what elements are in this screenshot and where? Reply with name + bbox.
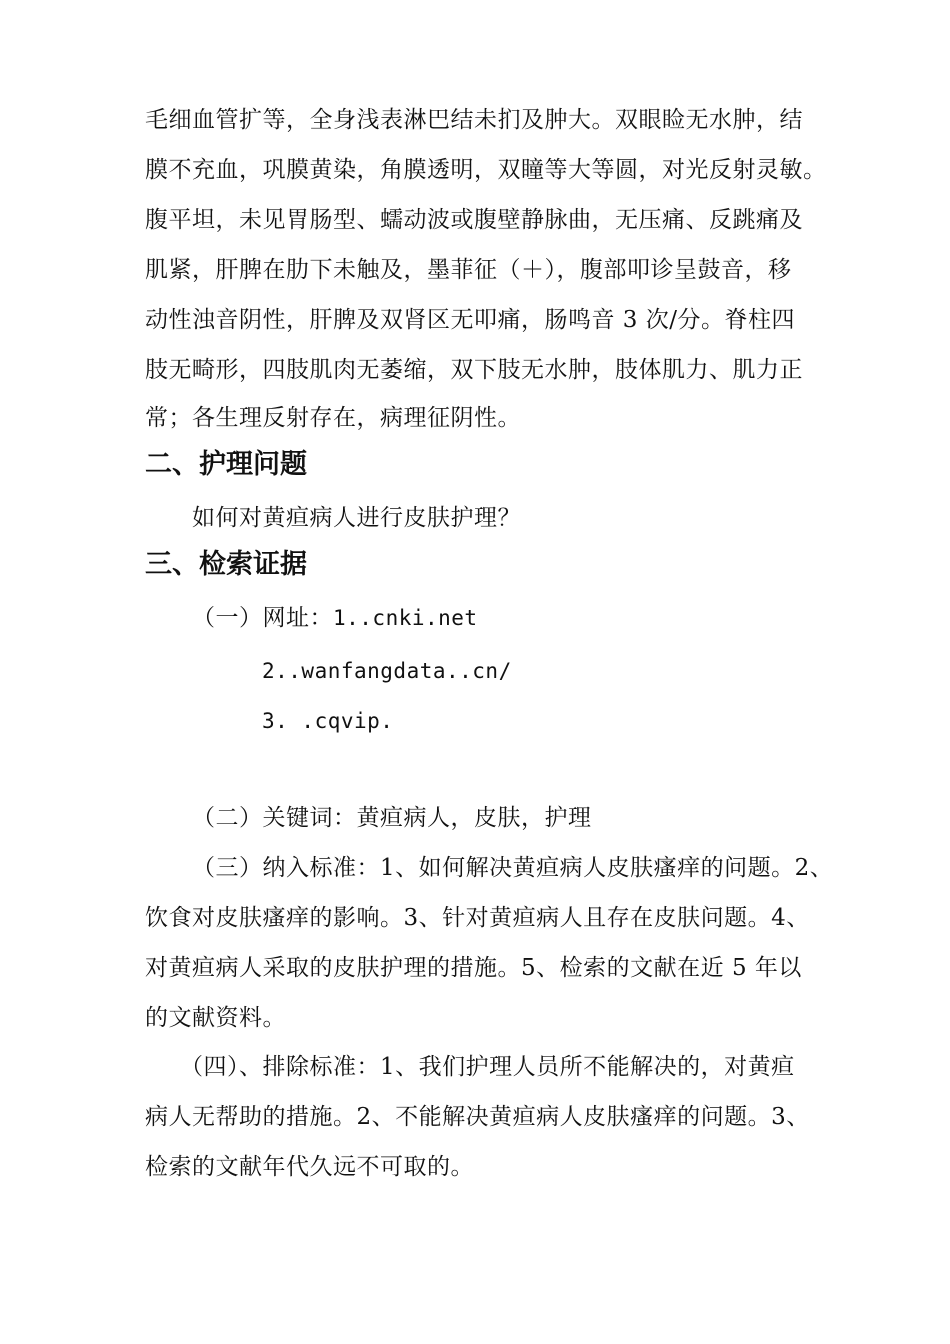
exam-text-line-1: 毛细血管扩等，全身浅表淋巴结未扪及肿大。双眼睑无水肿，结 — [145, 107, 803, 133]
inclusion-line-3: 对黄疸病人采取的皮肤护理的措施。5、检索的文献在近 5 年以 — [145, 955, 802, 981]
inclusion-line-4: 的文献资料。 — [145, 1005, 286, 1031]
nursing-question: 如何对黄疸病人进行皮肤护理？ — [192, 505, 521, 531]
keywords-line: （二）关键词：黄疸病人，皮肤，护理 — [192, 805, 592, 831]
website-link-3[interactable]: 3. .cqvip. — [262, 709, 394, 733]
exclusion-line-2: 病人无帮助的措施。2、不能解决黄疸病人皮肤瘙痒的问题。3、 — [145, 1104, 810, 1130]
exam-text-line-3: 腹平坦，未见胃肠型、蠕动波或腹壁静脉曲，无压痛、反跳痛及 — [145, 207, 803, 233]
websites-label: （一）网址： — [192, 605, 333, 631]
exam-text-line-4: 肌紧，肝脾在肋下未触及，墨菲征（＋），腹部叩诊呈鼓音，移 — [145, 257, 792, 283]
exam-text-line-5: 动性浊音阴性，肝脾及双肾区无叩痛，肠鸣音 3 次/分。脊柱四 — [145, 307, 796, 333]
section-heading-evidence-search: 三、检索证据 — [145, 549, 307, 580]
exclusion-line-1: （四）、排除标准：1、我们护理人员所不能解决的，对黄疸 — [180, 1054, 795, 1080]
websites-row — [192, 603, 478, 633]
exam-text-line-6: 肢无畸形，四肢肌肉无萎缩，双下肢无水肿，肢体肌力、肌力正 — [145, 357, 803, 383]
website-link-2[interactable]: 2..wanfangdata..cn/ — [262, 659, 512, 683]
exclusion-line-3: 检索的文献年代久远不可取的。 — [145, 1154, 474, 1180]
exam-text-line-7: 常；各生理反射存在，病理征阴性。 — [145, 405, 521, 431]
exam-text-line-2: 膜不充血，巩膜黄染，角膜透明，双瞳等大等圆，对光反射灵敏。 — [145, 157, 827, 183]
website-link-1[interactable]: 1..cnki.net — [333, 606, 478, 630]
section-heading-nursing-problem: 二、护理问题 — [145, 449, 307, 480]
inclusion-line-1: （三）纳入标准：1、如何解决黄疸病人皮肤瘙痒的问题。2、 — [192, 855, 834, 881]
inclusion-line-2: 饮食对皮肤瘙痒的影响。3、针对黄疸病人且存在皮肤问题。4、 — [145, 905, 810, 931]
